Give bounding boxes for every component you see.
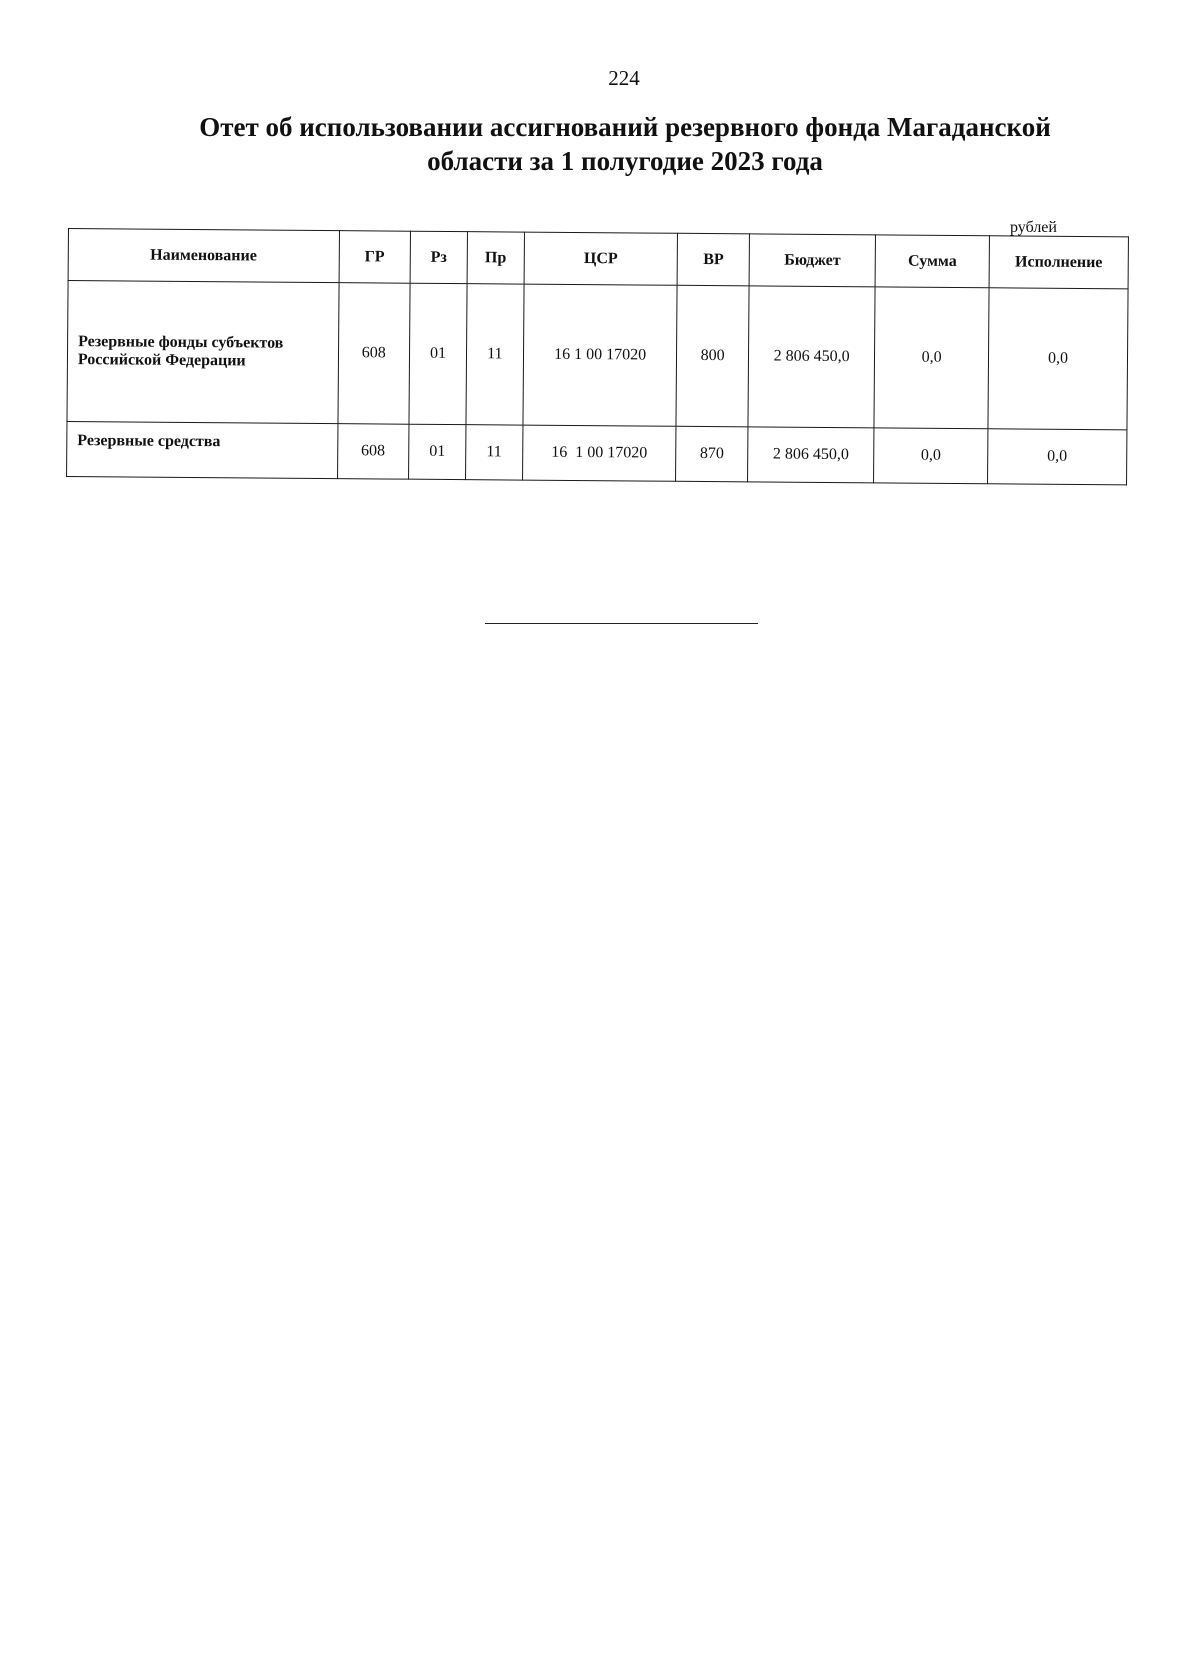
- cell-sum: 0,0: [874, 428, 988, 484]
- cell-gr: 608: [337, 424, 409, 480]
- header-name: Наименование: [68, 229, 339, 283]
- end-divider-line: [485, 623, 758, 624]
- title-line-2: области за 1 полугодие 2023 года: [427, 146, 823, 176]
- cell-gr: 608: [337, 283, 410, 425]
- units-label: рублей: [1010, 219, 1057, 236]
- cell-vr: 800: [676, 285, 749, 427]
- cell-rz: 01: [409, 283, 467, 424]
- cell-budget: 2 806 450,0: [748, 286, 875, 428]
- header-csr: ЦСР: [524, 232, 678, 285]
- cell-budget: 2 806 450,0: [748, 427, 875, 483]
- page-number: 224: [608, 66, 640, 90]
- table-row: [67, 281, 1128, 430]
- header-budget: Бюджет: [749, 234, 876, 287]
- reserve-fund-table: [66, 228, 1129, 485]
- cell-csr: 16 1 00 17020: [522, 425, 676, 481]
- header-rz: Рз: [410, 231, 467, 283]
- header-sum: Сумма: [875, 235, 989, 288]
- cell-pr: 11: [465, 425, 522, 480]
- cell-sum: 0,0: [874, 287, 989, 429]
- table-header-row: [68, 229, 1128, 289]
- document-title: [60, 110, 1190, 178]
- cell-execution: 0,0: [988, 429, 1127, 485]
- header-gr: ГР: [339, 231, 411, 284]
- cell-name-line-2: Российской Федерации: [77, 351, 246, 370]
- cell-name: [67, 281, 339, 424]
- table-row: [67, 421, 1127, 484]
- cell-vr: 870: [676, 426, 748, 482]
- cell-rz: 01: [409, 424, 466, 479]
- cell-name-line-1: Резервные средства: [77, 432, 221, 451]
- cell-name: [67, 421, 338, 478]
- header-pr: Пр: [467, 232, 524, 284]
- cell-execution: 0,0: [988, 288, 1128, 430]
- cell-pr: 11: [466, 284, 524, 425]
- header-execution: Исполнение: [989, 236, 1128, 289]
- header-vr: ВР: [677, 233, 749, 286]
- title-line-1: Отет об использовании ассигнований резервного фонда Магаданской: [199, 112, 1051, 142]
- cell-name-line-1: Резервные фонды субъектов: [78, 333, 284, 352]
- cell-csr: 16 1 00 17020: [523, 284, 678, 426]
